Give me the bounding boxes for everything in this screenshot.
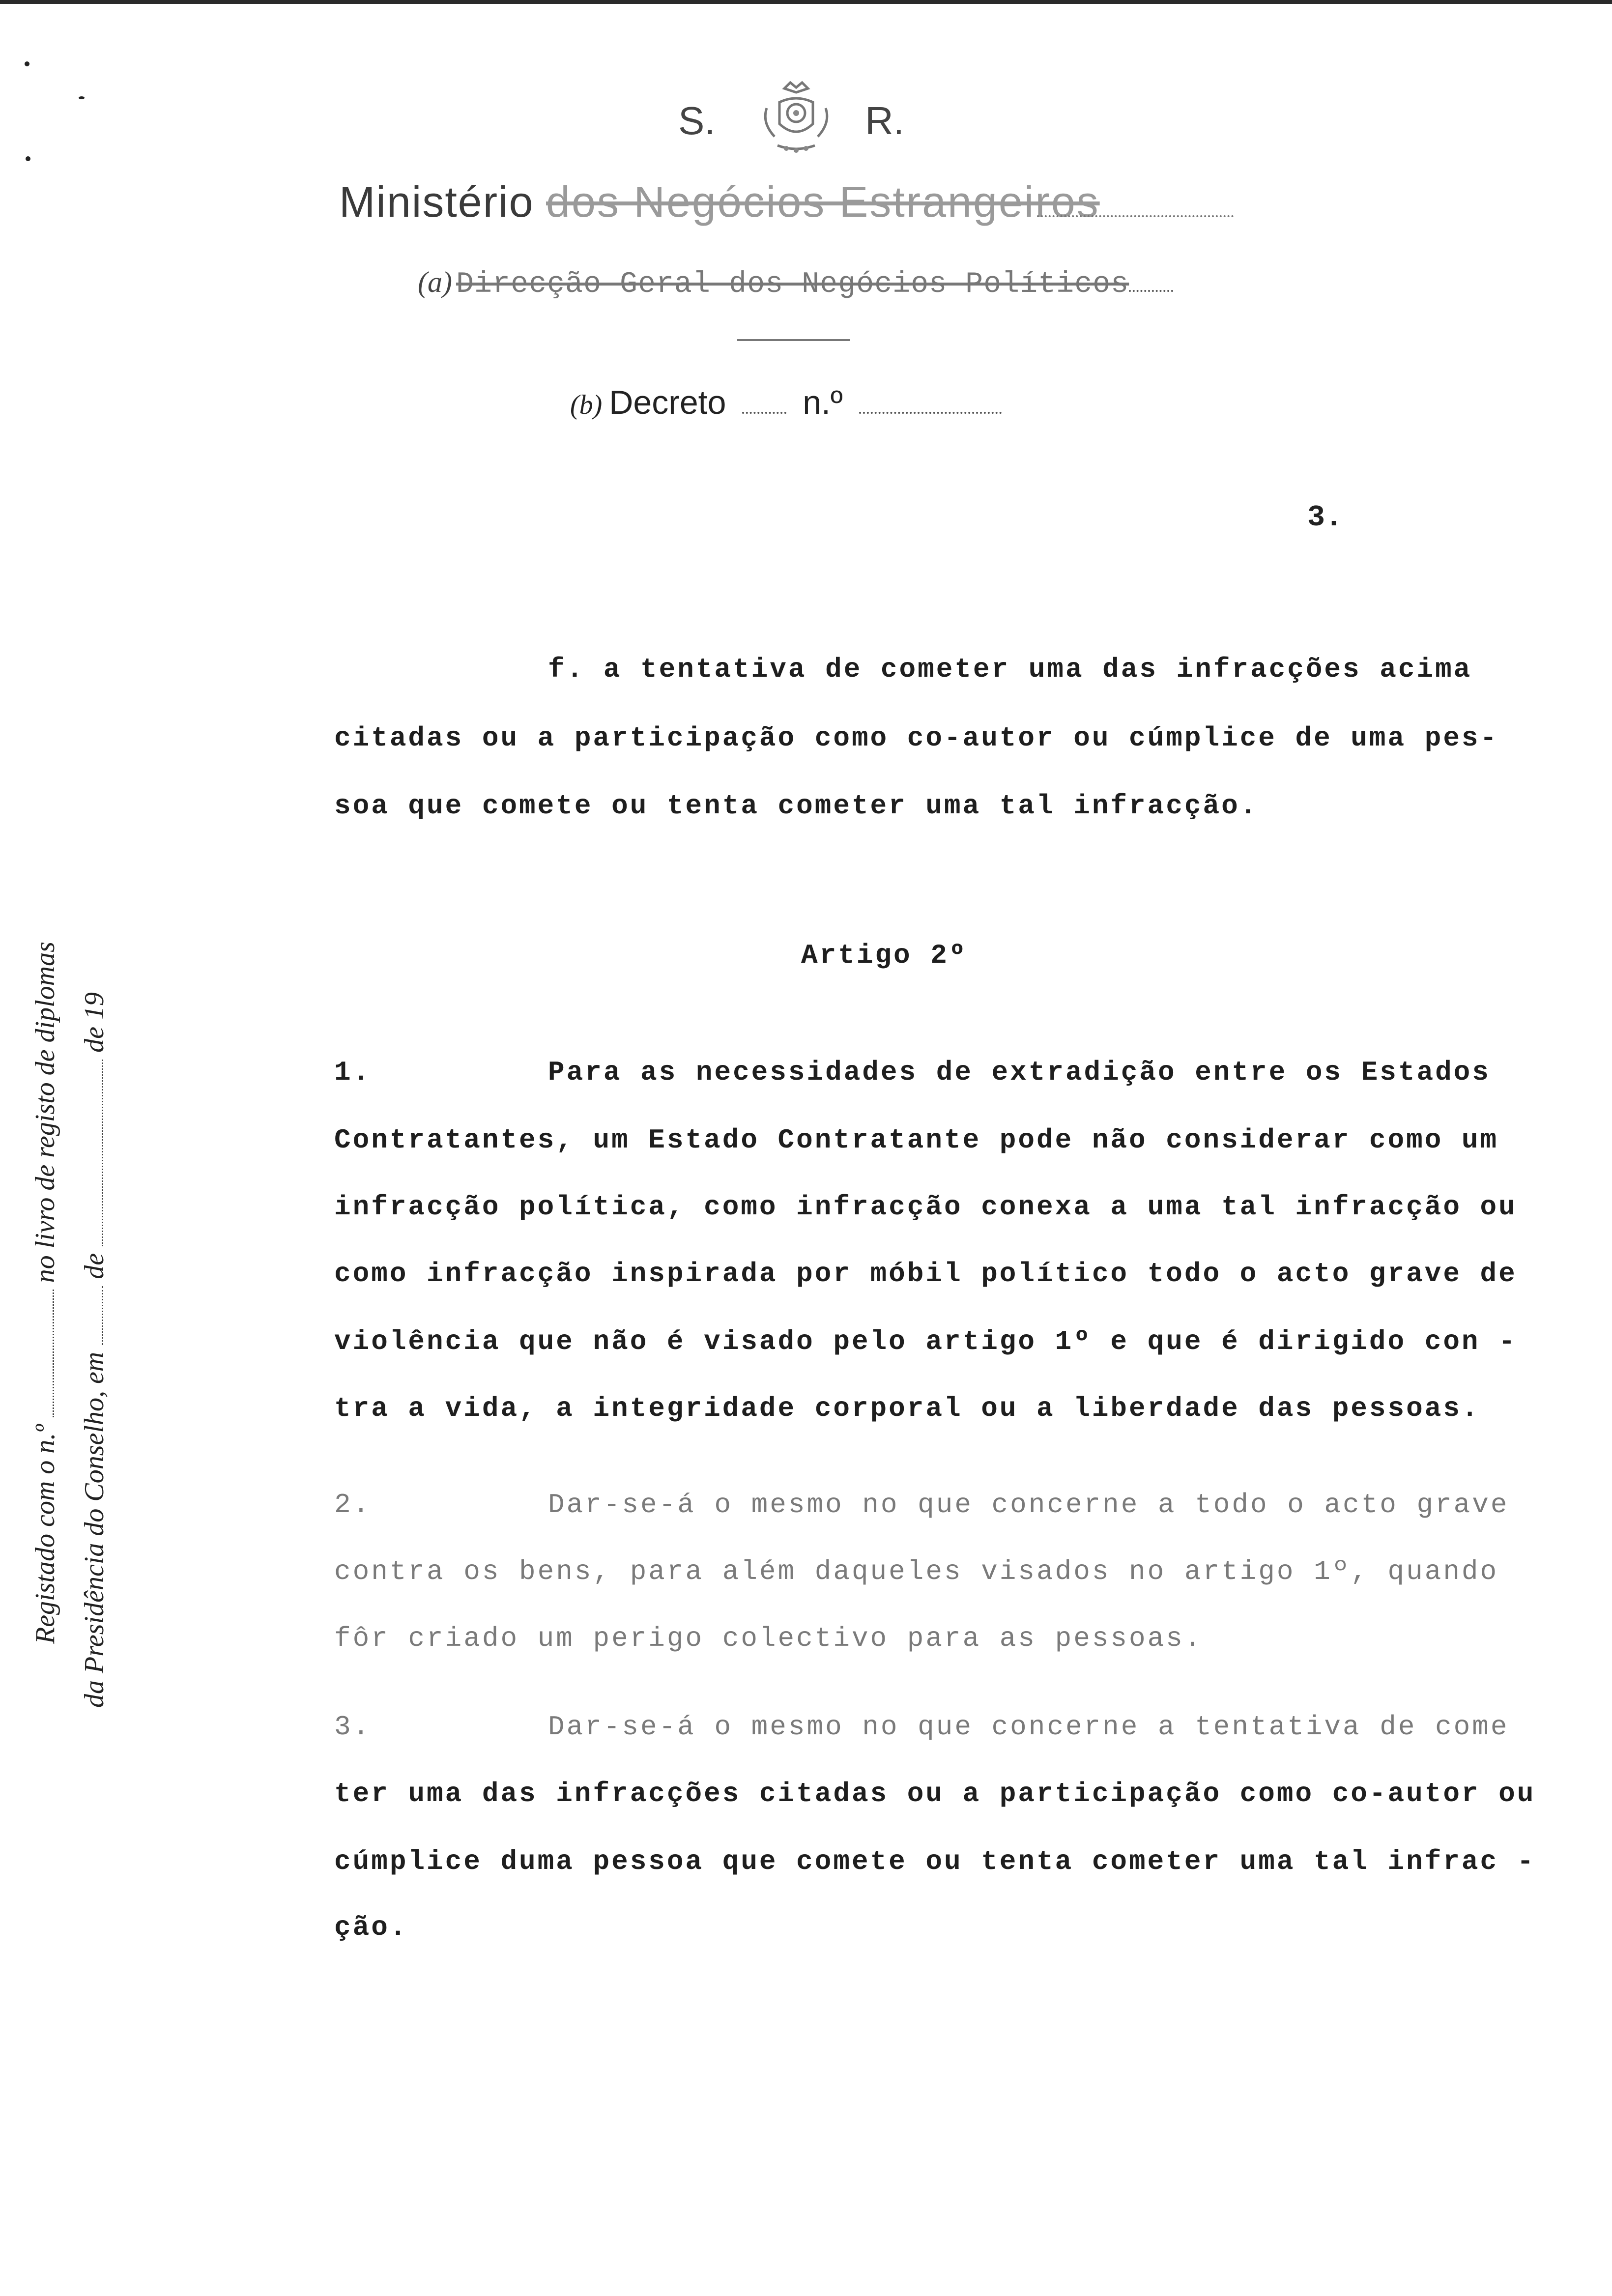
registration-note-line-2 [79, 992, 110, 1708]
paragraph-f-line: citadas ou a participação como co-autor ou cúmplice de uma pes- [334, 722, 1499, 754]
margin-speck [79, 96, 85, 99]
page-number: 3. [1307, 501, 1343, 535]
ministry-label: Ministério [339, 177, 534, 226]
paragraph-1-line: como infracção inspirada por móbil político todo o acto grave de [334, 1258, 1517, 1290]
ministry-line [339, 177, 1234, 231]
registration-note-text-a: Registado com o n.º [30, 1424, 60, 1644]
registration-number-blank [52, 1290, 54, 1417]
ministry-value: dos Negócios Estrangeiros [546, 177, 1100, 226]
paragraph-3-line: ção. [334, 1912, 408, 1943]
state-header [678, 74, 934, 162]
registration-note-text-e: de 19 [79, 992, 110, 1053]
sr-right-letter: R. [865, 99, 904, 143]
paragraph-3-line: cúmplice duma pessoa que comete ou tenta cometer uma tal infrac - [334, 1846, 1536, 1877]
coat-of-arms-icon [747, 79, 845, 157]
registration-note-text-c: da Presidência do Conselho, em [79, 1351, 110, 1708]
registration-note-line-1 [29, 942, 61, 1644]
directorate-value: Direcção-Geral dos Negócios Políticos [456, 268, 1129, 301]
sr-left-letter: S. [678, 99, 716, 143]
paragraph-2-line: Dar-se-á o mesmo no que concerne a todo o acto grave [548, 1489, 1509, 1521]
paragraph-1-line: infracção política, como infracção conexa a uma tal infracção ou [334, 1191, 1517, 1223]
page-top-edge [0, 0, 1612, 4]
registration-note-text-d: de [79, 1253, 110, 1279]
registration-month-blank [101, 1060, 103, 1246]
directorate-marker: (a) [418, 266, 452, 298]
paragraph-1-line: violência que não é visado pelo artigo 1º e que é dirigido con - [334, 1326, 1517, 1357]
directorate-line [418, 265, 1170, 310]
registration-note-text-b: no livro de registo de diplomas [30, 942, 60, 1283]
margin-speck [26, 156, 30, 161]
decree-number-label: n.º [803, 384, 843, 421]
margin-speck [25, 61, 29, 66]
paragraph-2-number: 2. [334, 1489, 372, 1521]
paragraph-1-line: Contratantes, um Estado Contratante pode não considerar como um [334, 1124, 1499, 1156]
decree-marker: (b) [570, 390, 603, 420]
paragraph-1-line: Para as necessidades de extradição entre os Estados [548, 1057, 1491, 1088]
paragraph-3-line: ter uma das infracções citadas ou a participação como co-autor ou [334, 1778, 1536, 1809]
paragraph-2-line: fôr criado um perigo colectivo para as pessoas. [334, 1623, 1203, 1654]
paragraph-f-line: f. a tentativa de cometer uma das infracções acima [548, 654, 1472, 685]
paragraph-1-line: tra a vida, a integridade corporal ou a liberdade das pessoas. [334, 1393, 1480, 1424]
header-divider [737, 339, 850, 341]
paragraph-f-line: soa que comete ou tenta cometer uma tal infracção. [334, 790, 1259, 822]
decree-type-blank [742, 411, 786, 414]
paragraph-3-line: Dar-se-á o mesmo no que concerne a tentativa de come [548, 1711, 1509, 1743]
decree-number-blank [859, 411, 1002, 414]
ministry-dotted-line [1037, 215, 1234, 217]
article-heading: Artigo 2º [801, 940, 968, 971]
directorate-dotted-line [1129, 289, 1173, 292]
paragraph-3-number: 3. [334, 1711, 372, 1743]
decree-line [570, 383, 1032, 428]
decree-label: Decreto [609, 384, 726, 421]
paragraph-2-line: contra os bens, para além daqueles visados no artigo 1º, quando [334, 1556, 1499, 1587]
paragraph-1-number: 1. [334, 1057, 372, 1088]
registration-day-blank [101, 1286, 103, 1345]
